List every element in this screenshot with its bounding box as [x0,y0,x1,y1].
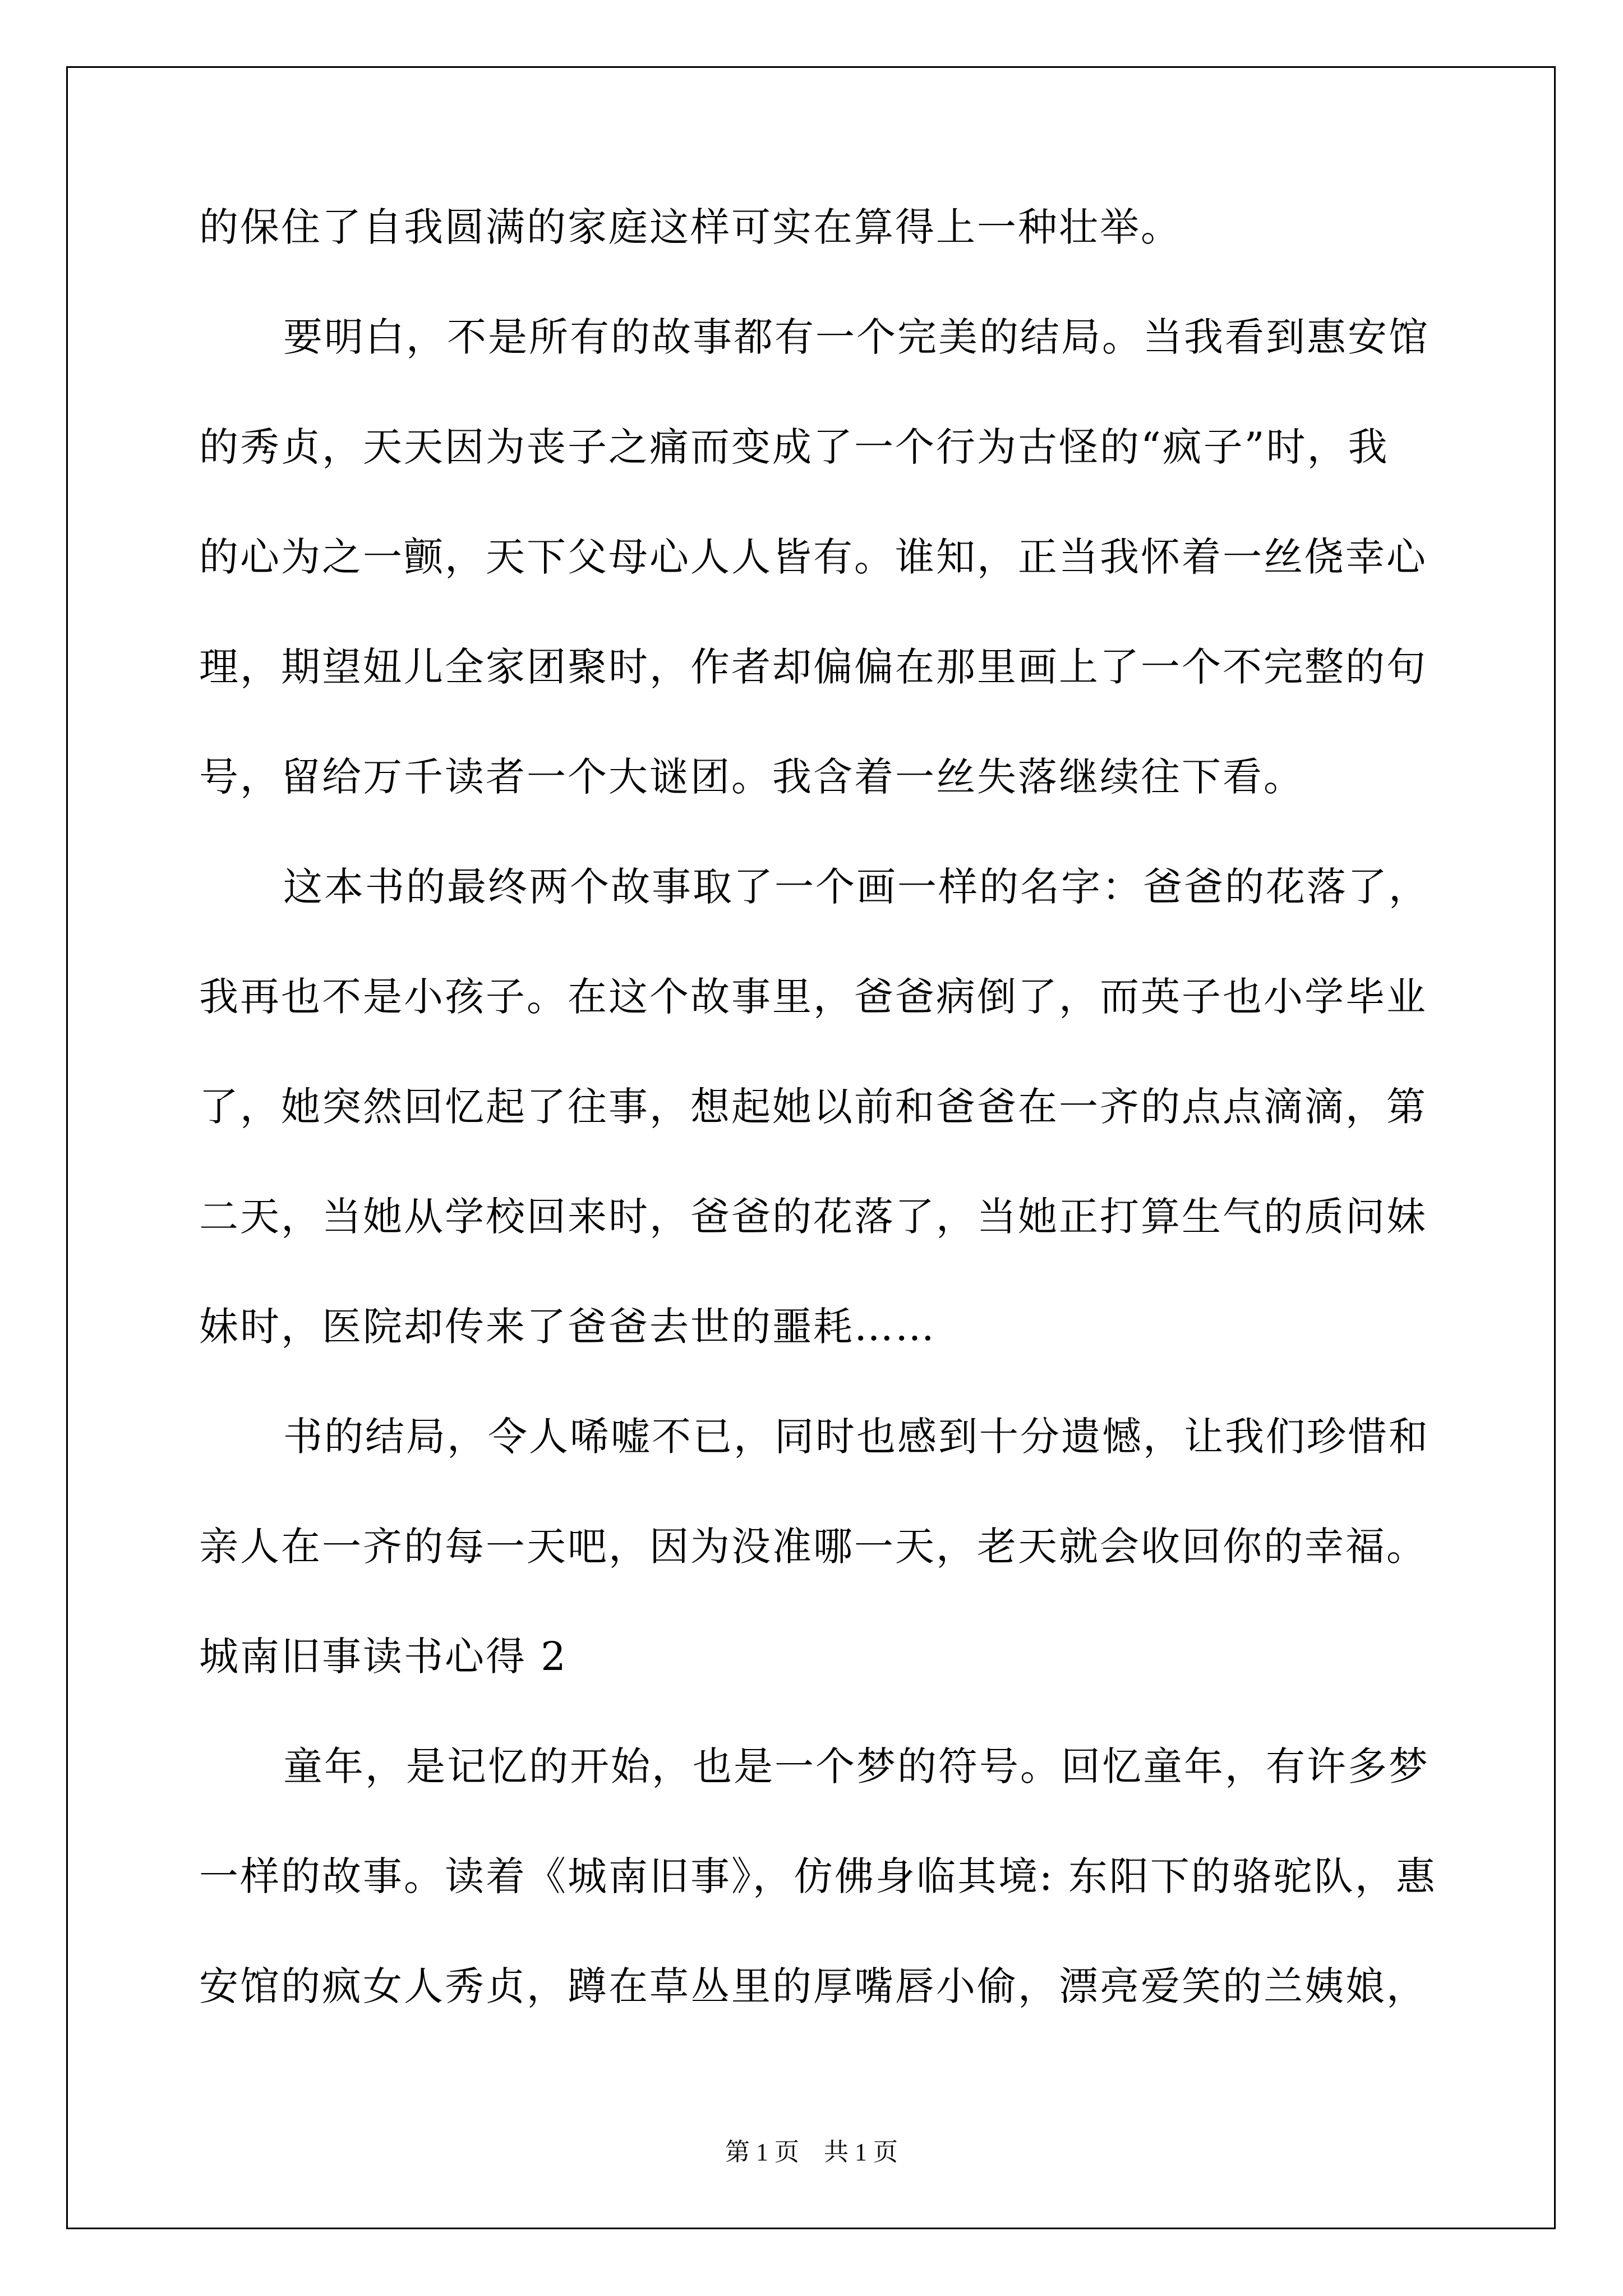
text-line: 安馆的疯女人秀贞，蹲在草丛里的厚嘴唇小偷，漂亮爱笑的兰姨娘， [199,1963,1427,2009]
text-line: 的心为之一颤，天下父母心人人皆有。谁知，正当我怀着一丝侥幸心 [199,534,1427,580]
document-body [199,204,1438,2077]
text-line: 要明白，不是所有的故事都有一个完美的结局。当我看到惠安馆 [283,314,1430,360]
text-line: 号，留给万千读者一个大谜团。我含着一丝失落继续往下看。 [199,754,1304,800]
page-footer: 第 1 页 共 1 页 [725,2138,898,2166]
text-line: 二天，当她从学校回来时，爸爸的花落了，当她正打算生气的质问妹 [199,1194,1427,1240]
text-line: 我再也不是小孩子。在这个故事里，爸爸病倒了，而英子也小学毕业 [199,974,1427,1020]
text-line: 了，她突然回忆起了往事，想起她以前和爸爸在一齐的点点滴滴，第 [199,1084,1427,1130]
text-line: 城南旧事读书心得 2 [199,1634,568,1680]
text-line: 的保住了自我圆满的家庭这样可实在算得上一种壮举。 [199,204,1182,250]
text-line: 书的结局，令人唏嘘不已，同时也感到十分遗憾，让我们珍惜和 [283,1414,1430,1460]
text-line: 理，期望妞儿全家团聚时，作者却偏偏在那里画上了一个不完整的句 [199,644,1427,690]
text-line: 一样的故事。读着《城南旧事》，仿佛身临其境: 东阳下的骆驼队，惠 [199,1853,1437,1899]
text-line: 亲人在一齐的每一天吧，因为没准哪一天，老天就会收回你的幸福。 [199,1524,1427,1570]
text-line: 妹时，医院却传来了爸爸去世的噩耗…… [199,1304,936,1350]
text-line: 这本书的最终两个故事取了一个画一样的名字：爸爸的花落了， [283,864,1430,910]
text-line: 的秀贞，天天因为丧子之痛而变成了一个行为古怪的“疯子”时，我 [199,424,1389,470]
text-line: 童年，是记忆的开始，也是一个梦的符号。回忆童年，有许多梦 [283,1743,1430,1789]
